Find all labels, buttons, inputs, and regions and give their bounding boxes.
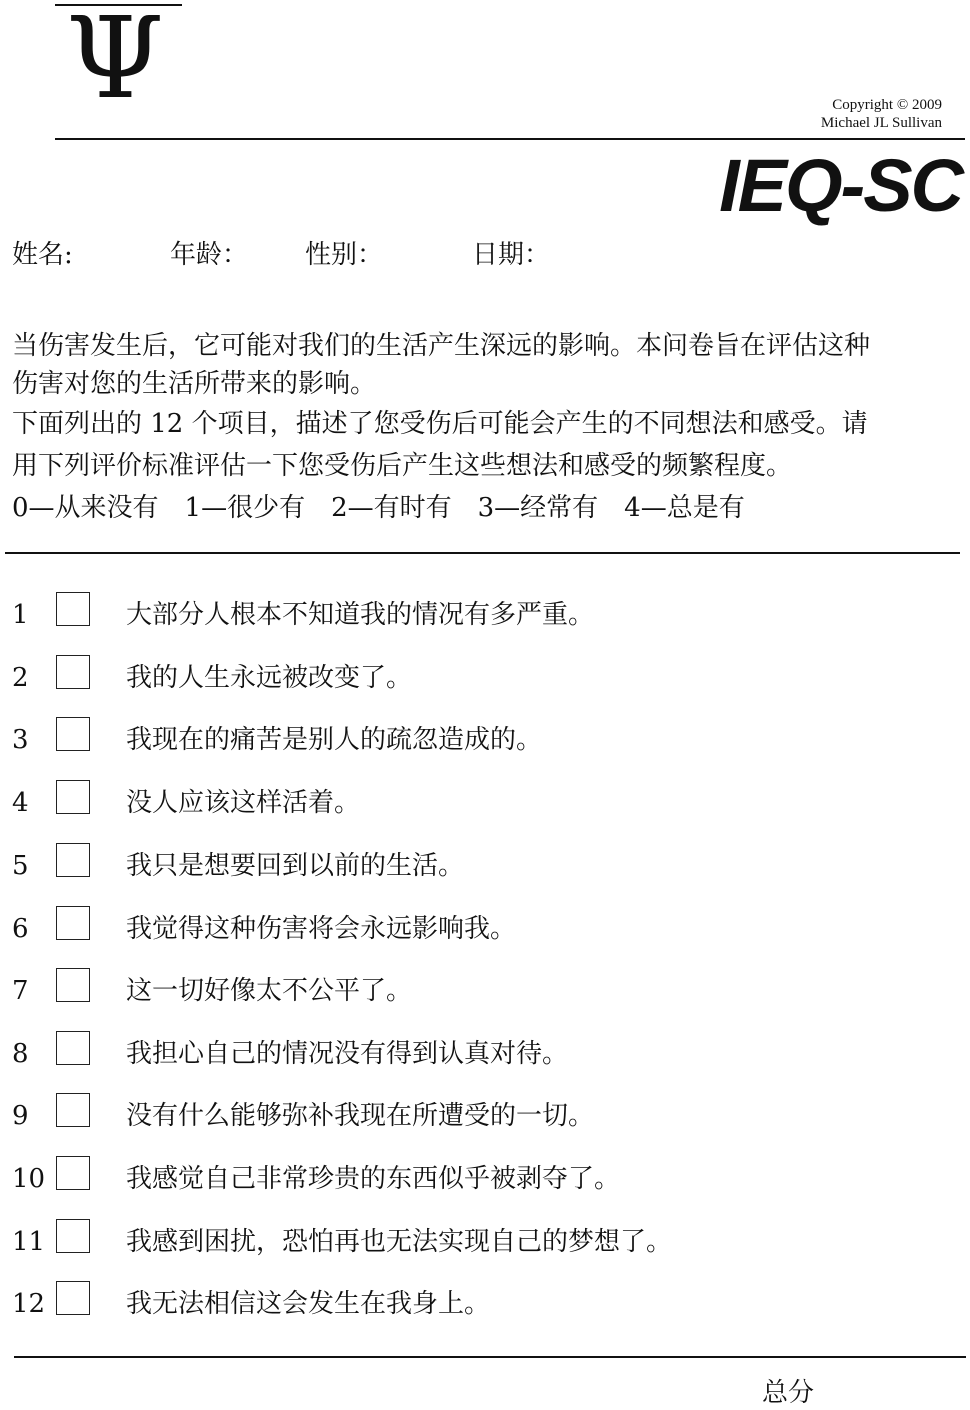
item-number: 11 <box>12 1227 46 1257</box>
item-number: 9 <box>12 1101 29 1131</box>
questionnaire-title: IEQ-SC <box>719 144 962 227</box>
rating-scale: 0—从来没有 1—很少有 2—有时有 3—经常有 4—总是有 <box>12 493 745 523</box>
item-text: 没人应该这样活着。 <box>126 788 361 818</box>
item-text: 大部分人根本不知道我的情况有多严重。 <box>126 600 595 630</box>
item-checkbox[interactable] <box>56 1093 90 1127</box>
item-checkbox[interactable] <box>56 843 90 877</box>
gender-field-label: 性别： <box>305 240 384 270</box>
item-number: 8 <box>12 1039 29 1069</box>
age-field-label: 年龄： <box>170 240 249 270</box>
item-text: 我担心自己的情况没有得到认真对待。 <box>126 1039 569 1069</box>
copyright-line: Copyright © 2009 <box>832 97 942 113</box>
item-number: 4 <box>12 788 29 818</box>
item-checkbox[interactable] <box>56 717 90 751</box>
item-checkbox[interactable] <box>56 592 90 626</box>
item-text: 没有什么能够弥补我现在所遭受的一切。 <box>126 1101 595 1131</box>
item-text: 我无法相信这会发生在我身上。 <box>126 1289 491 1319</box>
item-text: 我只是想要回到以前的生活。 <box>126 851 465 881</box>
item-text: 我感觉自己非常珍贵的东西似乎被剥夺了。 <box>126 1164 621 1194</box>
item-checkbox[interactable] <box>56 780 90 814</box>
item-number: 7 <box>12 976 29 1006</box>
section-divider <box>5 552 960 554</box>
intro-line-1: 当伤害发生后，它可能对我们的生活产生深远的影响。本问卷旨在评估这种 <box>12 331 871 361</box>
item-text: 我觉得这种伤害将会永远影响我。 <box>126 914 517 944</box>
item-text: 我感到困扰，恐怕再也无法实现自己的梦想了。 <box>126 1227 673 1257</box>
item-checkbox[interactable] <box>56 906 90 940</box>
footer-divider <box>14 1356 966 1358</box>
item-checkbox[interactable] <box>56 1031 90 1065</box>
intro-line-4: 用下列评价标准评估一下您受伤后产生这些想法和感受的频繁程度。 <box>12 451 793 481</box>
name-field-label: 姓名: <box>12 240 73 270</box>
item-number: 5 <box>12 851 29 881</box>
date-field-label: 日期： <box>472 240 551 270</box>
item-number: 1 <box>12 600 29 630</box>
item-number: 2 <box>12 663 29 693</box>
psi-logo: Ψ <box>65 0 165 124</box>
intro-line-3: 下面列出的 12 个项目，描述了您受伤后可能会产生的不同想法和感受。请 <box>12 409 868 439</box>
item-checkbox[interactable] <box>56 1281 90 1315</box>
item-text: 我的人生永远被改变了。 <box>126 663 413 693</box>
total-score-label: 总分 <box>762 1378 815 1408</box>
item-checkbox[interactable] <box>56 1219 90 1253</box>
item-number: 12 <box>12 1289 46 1319</box>
item-number: 6 <box>12 914 29 944</box>
item-checkbox[interactable] <box>56 968 90 1002</box>
item-checkbox[interactable] <box>56 655 90 689</box>
copyright-notice <box>742 96 942 132</box>
intro-line-2: 伤害对您的生活所带来的影响。 <box>12 369 377 399</box>
author-line: Michael JL Sullivan <box>820 115 942 131</box>
header-divider <box>55 138 965 140</box>
item-text: 我现在的痛苦是别人的疏忽造成的。 <box>126 725 543 755</box>
item-number: 10 <box>12 1164 46 1194</box>
item-checkbox[interactable] <box>56 1156 90 1190</box>
item-number: 3 <box>12 725 29 755</box>
item-text: 这一切好像太不公平了。 <box>126 976 413 1006</box>
